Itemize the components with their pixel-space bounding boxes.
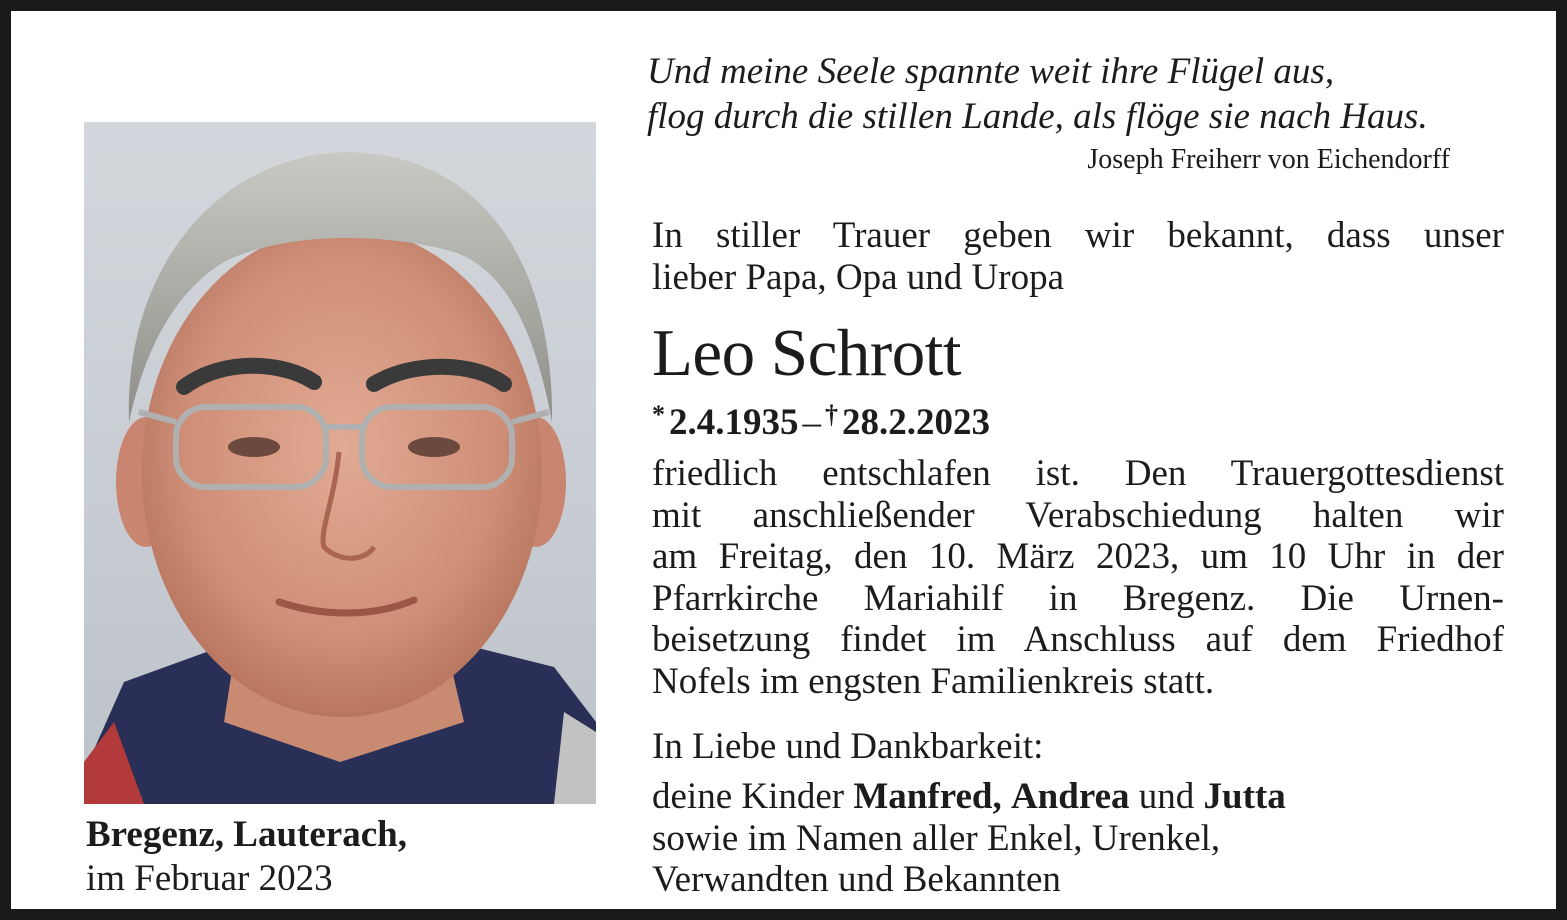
intro-text: [652, 215, 1504, 298]
announcement-line: Pfarrkirche Mariahilf in Bregenz. Die Urnen-: [652, 577, 1504, 619]
portrait-photo: [84, 122, 596, 804]
intro-line-1: In stiller Trauer geben wir bekannt, dass unser: [652, 215, 1504, 256]
grandchildren-line: sowie im Namen aller Enkel, Urenkel,: [652, 817, 1221, 859]
birth-mark: *: [652, 400, 665, 429]
announcement-line: beisetzung findet im Anschluss auf dem Friedhof: [652, 619, 1504, 660]
quote-line-2: flog durch die stillen Lande, als flöge sie nach Haus.: [647, 96, 1428, 137]
and-word: und: [1138, 776, 1195, 817]
death-date: 28.2.2023: [842, 402, 990, 443]
poem-quote: [647, 49, 1507, 139]
birth-date: 2.4.1935: [669, 402, 799, 443]
announcement-line: mit anschließender Verabschiedung halten wir: [652, 494, 1504, 536]
child-name: Manfred,: [853, 776, 1002, 817]
place-date: im Februar 2023: [86, 858, 333, 899]
intro-line-2: lieber Papa, Opa und Uropa: [652, 256, 1065, 298]
announcement-line: am Freitag, den 10. März 2023, um 10 Uhr in der: [652, 536, 1504, 577]
quote-author: Joseph Freiherr von Eichendorff: [1087, 144, 1450, 175]
children-prefix: deine Kinder: [652, 776, 845, 817]
announcement-line: friedlich entschlafen ist. Den Trauergottesdienst: [652, 453, 1504, 494]
child-name: Jutta: [1203, 776, 1286, 817]
portrait-illustration: [84, 122, 596, 804]
deceased-name: Leo Schrott: [652, 316, 961, 390]
death-mark: †: [825, 400, 838, 429]
announcement-line: Nofels im engsten Familienkreis statt.: [652, 660, 1215, 702]
thanks-line: In Liebe und Dankbarkeit:: [652, 726, 1044, 767]
relatives-line: Verwandten und Bekannten: [652, 859, 1061, 900]
date-dash: –: [802, 402, 821, 443]
place-location: Bregenz, Lauterach,: [86, 814, 407, 855]
children-line: [652, 776, 1286, 818]
child-name: Andrea: [1010, 776, 1130, 817]
signatories: [652, 776, 1286, 901]
announcement-text: [652, 453, 1504, 702]
life-dates: [652, 395, 990, 443]
quote-line-1: Und meine Seele spannte weit ihre Flügel aus,: [647, 51, 1335, 92]
